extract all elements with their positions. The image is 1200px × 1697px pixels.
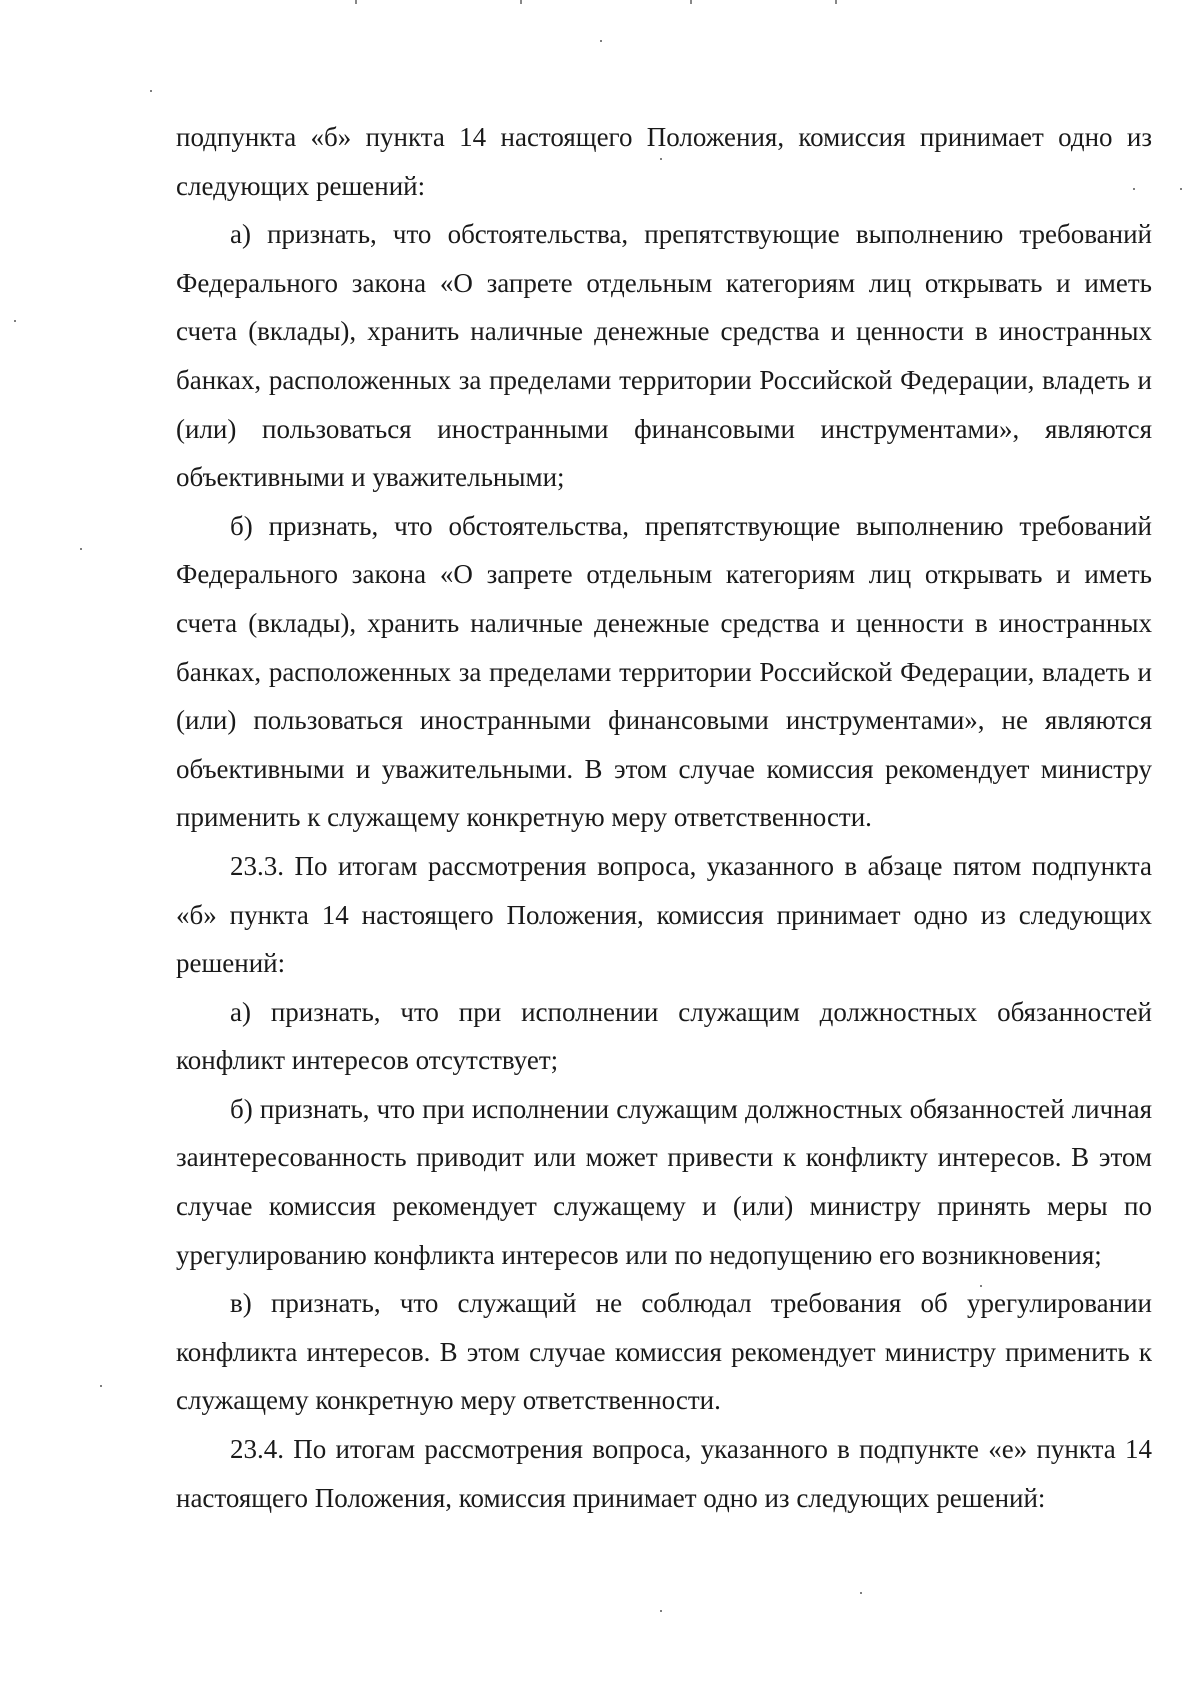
scan-edge-marks	[0, 0, 1200, 6]
scan-speck	[1180, 188, 1182, 190]
paragraph-23-4: 23.4. По итогам рассмотрения вопроса, указанного в подпункте «е» пункта 14 настоящего Положения, комиссия принимает одно из следующих решений:	[176, 1434, 1152, 1513]
scan-speck	[14, 320, 16, 322]
document-body	[176, 113, 1152, 1522]
paragraph-item-a: а) признать, что обстоятельства, препятствующие выполнению требований Федерального закона «О запрете отдельным категориям лиц открывать и иметь счета (вклады), хранить наличные денежные средства и ценности в иностранных банках, расположенных за пределами территории Российской Федерации, владеть и (или) пользоваться иностранными финансовыми инструментами», являются объективными и уважительными;	[176, 219, 1152, 493]
paragraph-23-3-item-v: в) признать, что служащий не соблюдал требования об урегулировании конфликта интересов. В этом случае комиссия рекомендует министру применить к служащему конкретную меру ответственности.	[176, 1288, 1152, 1416]
paragraph-23-3: 23.3. По итогам рассмотрения вопроса, указанного в абзаце пятом подпункта «б» пункта 14 настоящего Положения, комиссия принимает одно из следующих решений:	[176, 850, 1152, 979]
paragraph-23-3-item-a: а) признать, что при исполнении служащим должностных обязанностей конфликт интересов отсутствует;	[176, 996, 1152, 1076]
scan-speck	[100, 1385, 102, 1387]
paragraph-item-b: б) признать, что обстоятельства, препятствующие выполнению требований Федерального закона «О запрете отдельным категориям лиц открывать и иметь счета (вклады), хранить наличные денежные средства и ценности в иностранных банках, расположенных за пределами территории Российской Федерации, владеть и (или) пользоваться иностранными финансовыми инструментами», не являются объективными и уважительными. В этом случае комиссия рекомендует министру применить к служащему конкретную меру ответственности.	[176, 510, 1152, 833]
scan-speck	[80, 548, 82, 550]
scan-speck	[600, 40, 602, 42]
scan-speck	[860, 1592, 862, 1594]
paragraph-continuation: подпункта «б» пункта 14 настоящего Положения, комиссия принимает одно из следующих решений:	[176, 122, 1152, 201]
scan-speck	[660, 1610, 662, 1612]
scan-speck	[150, 90, 152, 92]
paragraph-23-3-item-b: б) признать, что при исполнении служащим должностных обязанностей личная заинтересованность приводит или может привести к конфликту интересов. В этом случае комиссия рекомендует служащему и (или) министру принять меры по урегулированию конфликта интересов или по недопущению его возникновения;	[176, 1093, 1152, 1270]
